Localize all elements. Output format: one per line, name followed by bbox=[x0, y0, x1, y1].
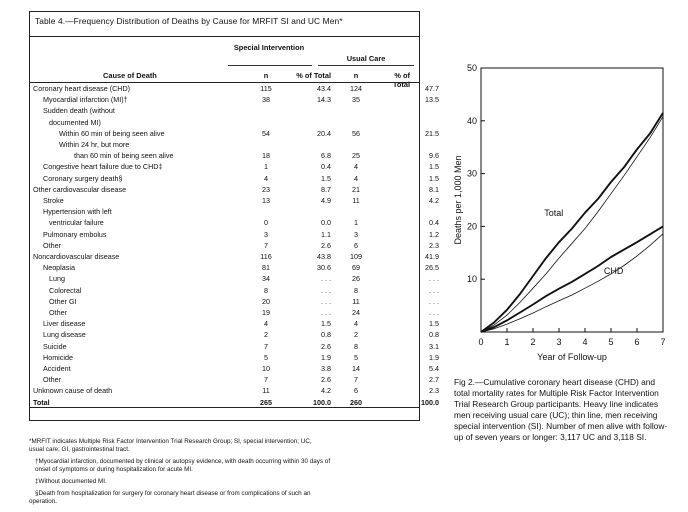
si-pct-cell: 2.6 bbox=[321, 375, 331, 385]
cause-cell: Coronary heart disease (CHD) bbox=[33, 84, 131, 93]
x-tick-label: 2 bbox=[530, 337, 536, 347]
cause-cell: Unknown cause of death bbox=[33, 386, 113, 396]
uc-n-cell: 21 bbox=[352, 184, 360, 194]
cause-cell: Total bbox=[33, 397, 50, 407]
si-pct-cell: 30.6 bbox=[317, 263, 331, 273]
si-n-cell: 19 bbox=[262, 308, 270, 317]
table-row bbox=[29, 128, 439, 139]
si-n-cell: 4 bbox=[264, 173, 268, 183]
column-header-pct-si: % of Total bbox=[296, 71, 331, 80]
si-pct-cell: 4.2 bbox=[321, 386, 331, 396]
si-n-cell: 18 bbox=[262, 151, 270, 161]
si-pct-cell: 4.9 bbox=[321, 196, 331, 205]
cause-cell: Myocardial infarction (MI)† bbox=[43, 95, 128, 105]
table-row bbox=[29, 296, 439, 307]
x-tick-label: 7 bbox=[660, 337, 666, 347]
cause-cell: Within 24 hr, but more bbox=[59, 140, 130, 149]
si-pct-cell: 0.4 bbox=[321, 162, 331, 172]
column-header-pct-uc: % of Total bbox=[392, 71, 410, 89]
si-n-cell: 81 bbox=[262, 263, 270, 273]
table-row bbox=[29, 240, 439, 251]
table-rule-top bbox=[29, 36, 420, 37]
si-n-cell: 54 bbox=[262, 128, 270, 138]
si-pct-cell: 3.8 bbox=[321, 364, 331, 373]
mortality-line-chart bbox=[450, 60, 675, 365]
uc-n-cell: 7 bbox=[354, 375, 358, 385]
uc-n-cell: 11 bbox=[352, 296, 360, 306]
cause-cell: Other bbox=[43, 240, 61, 250]
x-tick-label: 0 bbox=[478, 337, 484, 347]
uc-pct-cell: . . . bbox=[429, 296, 439, 306]
si-pct-cell: . . . bbox=[321, 296, 331, 306]
plot-frame bbox=[481, 68, 663, 332]
si-n-cell: 38 bbox=[262, 95, 270, 105]
si-n-cell: 23 bbox=[262, 184, 270, 194]
table-row bbox=[29, 173, 439, 184]
uc-pct-cell: 5.4 bbox=[429, 364, 439, 373]
si-n-cell: 10 bbox=[262, 364, 270, 373]
si-pct-cell: 100.0 bbox=[313, 397, 331, 407]
si-n-cell: 7 bbox=[264, 341, 268, 351]
uc-pct-cell: 3.1 bbox=[429, 341, 439, 351]
si-n-cell: 7 bbox=[264, 375, 268, 385]
si-n-cell: 115 bbox=[260, 84, 272, 93]
table-rule-bottom bbox=[29, 407, 420, 408]
cause-cell: Neoplasia bbox=[43, 263, 75, 273]
uc-pct-cell: 2.3 bbox=[429, 386, 439, 396]
table-title: Table 4.—Frequency Distribution of Deaths by Cause for MRFIT SI and UC Men* bbox=[35, 16, 343, 26]
table-row bbox=[29, 385, 439, 396]
table-row bbox=[29, 318, 439, 329]
si-pct-cell: 43.4 bbox=[317, 84, 331, 93]
table-row bbox=[29, 229, 439, 240]
si-n-cell: 11 bbox=[262, 386, 270, 396]
si-pct-cell: 20.4 bbox=[317, 128, 331, 138]
group-header-special-intervention: Special Intervention bbox=[233, 43, 305, 52]
uc-pct-cell: 0.8 bbox=[429, 330, 439, 340]
chd-si-series-line bbox=[481, 234, 663, 332]
si-pct-cell: 43.8 bbox=[317, 252, 331, 261]
table-row bbox=[29, 150, 439, 161]
table-row bbox=[29, 217, 439, 228]
table-row bbox=[29, 206, 420, 217]
uc-pct-cell: 2.3 bbox=[429, 240, 439, 250]
uc-pct-cell: 1.2 bbox=[429, 229, 439, 239]
si-n-cell: 8 bbox=[264, 285, 268, 295]
cause-cell: Congestive heart failure due to CHD‡ bbox=[43, 162, 163, 172]
cause-cell: Pulmonary embolus bbox=[43, 229, 107, 239]
table-row bbox=[29, 307, 439, 318]
cause-cell: Accident bbox=[43, 364, 71, 373]
cause-cell: ventricular failure bbox=[49, 218, 104, 228]
total-si-series-line bbox=[481, 117, 663, 332]
chd-uc-series-line bbox=[481, 226, 663, 332]
cause-cell: Coronary surgery death§ bbox=[43, 173, 123, 183]
y-tick-label: 30 bbox=[466, 168, 477, 179]
uc-pct-cell: . . . bbox=[429, 308, 439, 317]
si-pct-cell: 1.1 bbox=[321, 229, 331, 239]
cause-cell: Homicide bbox=[43, 352, 73, 362]
uc-n-cell: 25 bbox=[352, 151, 360, 161]
footnote-line: †Myocardial infarction, documented by clinical or autopsy evidence, with death occurring within 30 days of bbox=[35, 458, 331, 465]
table-row bbox=[29, 397, 439, 408]
uc-n-cell: 109 bbox=[350, 252, 362, 261]
uc-pct-cell: 41.9 bbox=[425, 252, 439, 261]
column-header-n-si: n bbox=[263, 71, 269, 80]
uc-n-cell: 6 bbox=[354, 386, 358, 396]
x-axis-label: Year of Follow-up bbox=[537, 352, 607, 362]
uc-pct-cell: 1.5 bbox=[429, 162, 439, 172]
y-tick-label: 50 bbox=[466, 63, 477, 73]
table-row bbox=[29, 374, 439, 385]
uc-pct-cell: 8.1 bbox=[429, 184, 439, 194]
si-n-cell: 2 bbox=[264, 330, 268, 340]
group-rule-uc bbox=[318, 65, 414, 66]
si-pct-cell: 0.0 bbox=[321, 218, 331, 228]
footnote-line: §Death from hospitalization for surgery for coronary heart disease or from complications of such an bbox=[35, 490, 311, 497]
uc-pct-cell: 100.0 bbox=[421, 397, 439, 407]
uc-n-cell: 8 bbox=[354, 285, 358, 295]
y-axis-label: Deaths per 1,000 Men bbox=[453, 155, 463, 245]
table-row bbox=[29, 139, 420, 150]
table-row bbox=[29, 329, 439, 340]
si-pct-cell: 14.3 bbox=[317, 95, 331, 105]
cause-cell: Lung bbox=[49, 274, 65, 284]
uc-n-cell: 260 bbox=[350, 397, 362, 407]
y-tick-label: 10 bbox=[466, 274, 477, 285]
footnote-line: usual care; GI, gastrointestinal tract. bbox=[29, 446, 130, 453]
si-n-cell: 7 bbox=[264, 240, 268, 250]
group-rule-si bbox=[228, 65, 312, 66]
cause-cell: Sudden death (without bbox=[43, 106, 115, 116]
cause-cell: Lung disease bbox=[43, 330, 86, 340]
cause-cell: Liver disease bbox=[43, 319, 86, 329]
x-tick-label: 5 bbox=[608, 337, 614, 347]
si-n-cell: 20 bbox=[262, 296, 270, 306]
si-pct-cell: 2.6 bbox=[321, 240, 331, 250]
si-n-cell: 265 bbox=[260, 397, 272, 407]
cause-cell: Colorectal bbox=[49, 285, 82, 295]
x-tick-label: 3 bbox=[556, 337, 562, 347]
table-row bbox=[29, 105, 420, 116]
uc-n-cell: 124 bbox=[350, 84, 362, 93]
uc-pct-cell: 0.4 bbox=[429, 218, 439, 228]
column-header-cause: Cause of Death bbox=[103, 71, 157, 80]
si-pct-cell: 2.6 bbox=[321, 341, 331, 351]
uc-pct-cell: 4.2 bbox=[429, 196, 439, 205]
uc-n-cell: 24 bbox=[352, 308, 360, 317]
si-pct-cell: 0.8 bbox=[321, 330, 331, 340]
uc-n-cell: 26 bbox=[352, 274, 360, 284]
table-row bbox=[29, 285, 439, 296]
si-pct-cell: 1.9 bbox=[321, 352, 331, 362]
table-row bbox=[29, 94, 439, 105]
uc-pct-cell: 26.5 bbox=[425, 263, 439, 273]
y-tick-label: 40 bbox=[466, 115, 477, 126]
cause-cell: Hypertension with left bbox=[43, 207, 112, 217]
si-pct-cell: . . . bbox=[321, 308, 331, 317]
si-n-cell: 34 bbox=[262, 274, 270, 284]
si-n-cell: 4 bbox=[264, 319, 268, 329]
uc-n-cell: 69 bbox=[352, 263, 360, 273]
uc-pct-cell: 2.7 bbox=[429, 375, 439, 385]
group-header-usual-care: Usual Care bbox=[346, 54, 386, 63]
uc-pct-cell: . . . bbox=[429, 285, 439, 295]
uc-pct-cell: 1.9 bbox=[429, 352, 439, 362]
table-row bbox=[29, 341, 439, 352]
uc-n-cell: 4 bbox=[354, 162, 358, 172]
footnote-line: ‡Without documented MI. bbox=[35, 478, 107, 485]
cause-cell: Stroke bbox=[43, 196, 64, 205]
cause-cell: Other cardiovascular disease bbox=[33, 184, 127, 194]
uc-pct-cell: . . . bbox=[429, 274, 439, 284]
uc-pct-cell: 1.5 bbox=[429, 319, 439, 329]
cause-cell: Within 60 min of being seen alive bbox=[59, 128, 165, 138]
table-row bbox=[29, 363, 439, 374]
table-row bbox=[29, 352, 439, 363]
uc-pct-cell: 21.5 bbox=[425, 128, 439, 138]
si-pct-cell: 1.5 bbox=[321, 319, 331, 329]
table-row bbox=[29, 262, 439, 273]
uc-n-cell: 5 bbox=[354, 352, 358, 362]
si-n-cell: 116 bbox=[260, 252, 272, 261]
uc-n-cell: 11 bbox=[352, 196, 360, 205]
table-row bbox=[29, 184, 439, 195]
uc-n-cell: 4 bbox=[354, 173, 358, 183]
si-n-cell: 1 bbox=[264, 162, 268, 172]
x-tick-label: 4 bbox=[582, 337, 588, 347]
uc-pct-cell: 13.5 bbox=[425, 95, 439, 105]
cause-cell: Other GI bbox=[49, 296, 77, 306]
footnote-line: *MRFIT indicates Multiple Risk Factor Intervention Trial Research Group; SI, special intervention; UC, bbox=[29, 438, 312, 445]
uc-pct-cell: 47.7 bbox=[425, 84, 439, 93]
table-row bbox=[29, 251, 439, 262]
si-pct-cell: 6.8 bbox=[321, 151, 331, 161]
si-pct-cell: 1.5 bbox=[321, 173, 331, 183]
cause-cell: than 60 min of being seen alive bbox=[74, 151, 174, 161]
x-tick-label: 1 bbox=[504, 337, 510, 347]
cause-cell: documented MI) bbox=[49, 117, 101, 127]
table-row bbox=[29, 117, 420, 128]
si-pct-cell: . . . bbox=[321, 274, 331, 284]
si-n-cell: 3 bbox=[264, 229, 268, 239]
table-row bbox=[29, 273, 439, 284]
uc-n-cell: 6 bbox=[354, 240, 358, 250]
uc-n-cell: 2 bbox=[354, 330, 358, 340]
figure-caption: Fig 2.—Cumulative coronary heart disease (CHD) and total mortality rates for Multiple Risk Factor Intervention Trial Research Group participants. Heavy line indicates men receiving usual care (UC); thin line, men receiving special intervention (SI). Number of men alive with follow-up of seven years or longer: 3,117 UC and 3,118 SI. bbox=[454, 377, 668, 442]
uc-n-cell: 8 bbox=[354, 341, 358, 351]
uc-n-cell: 4 bbox=[354, 319, 358, 329]
column-header-n-uc: n bbox=[353, 71, 359, 80]
uc-n-cell: 14 bbox=[352, 364, 360, 373]
table-row bbox=[29, 83, 439, 94]
cause-cell: Noncardiovascular disease bbox=[33, 252, 120, 261]
footnote-line: onset of symptoms or during hospitalization for acute MI. bbox=[35, 466, 193, 473]
uc-pct-cell: 1.5 bbox=[429, 173, 439, 183]
uc-n-cell: 3 bbox=[354, 229, 358, 239]
si-n-cell: 0 bbox=[264, 218, 268, 228]
si-n-cell: 5 bbox=[264, 352, 268, 362]
y-tick-label: 20 bbox=[466, 221, 477, 232]
x-tick-label: 6 bbox=[634, 337, 640, 347]
si-pct-cell: 8.7 bbox=[321, 184, 331, 194]
footnote-line: operation. bbox=[29, 498, 58, 505]
cause-cell: Other bbox=[49, 308, 67, 317]
uc-n-cell: 35 bbox=[352, 95, 360, 105]
series-annotation: CHD bbox=[603, 265, 624, 276]
uc-n-cell: 1 bbox=[354, 218, 358, 228]
si-n-cell: 13 bbox=[262, 196, 270, 205]
series-annotation: Total bbox=[544, 207, 564, 218]
total-uc-series-line bbox=[481, 113, 663, 332]
uc-pct-cell: 9.6 bbox=[429, 151, 439, 161]
cause-cell: Other bbox=[43, 375, 61, 385]
si-pct-cell: . . . bbox=[321, 285, 331, 295]
uc-n-cell: 56 bbox=[352, 128, 360, 138]
cause-cell: Suicide bbox=[43, 341, 67, 351]
table-row bbox=[29, 195, 439, 206]
table-row bbox=[29, 161, 439, 172]
